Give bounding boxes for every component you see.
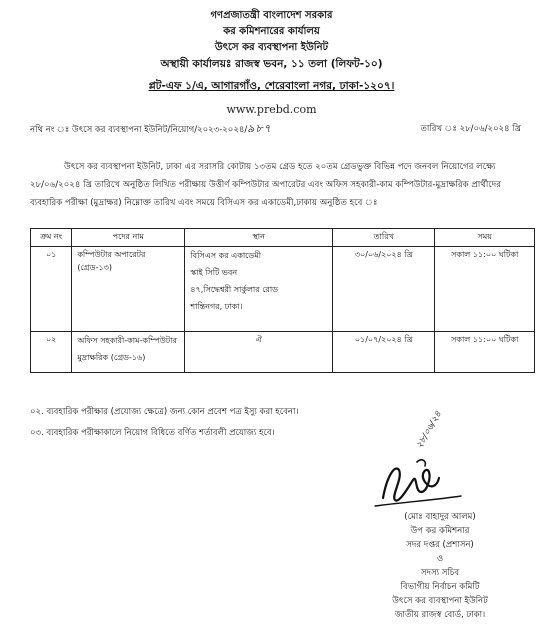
memo-handwritten-number: ৯৮৭ <box>247 122 272 135</box>
post-line: মুদ্রাক্ষরিক (গ্রেড-১৬) <box>77 353 146 362</box>
cell-post <box>72 332 185 373</box>
memo-date: তারিখ ঃ ২৮/০৬/২০২৪ খ্রি <box>420 124 521 134</box>
signatory-title: উপ কর কমিশনার <box>410 526 470 536</box>
cell-date: ৩০/০৬/২০২৪ খ্রি <box>333 247 435 332</box>
note-admit-card: ০২. ব্যবহারিক পরীক্ষার (প্রযোজ্য ক্ষেত্রে) জন্য কোন প্রবেশ পত্র ইস্যু করা হবেনা। <box>30 407 299 417</box>
col-post: পদের নাম <box>72 229 185 247</box>
signatory-committee: বিভাগীয় নির্বাচন কমিটি <box>400 582 480 592</box>
col-venue: স্থান <box>185 229 333 247</box>
venue-line: স্কাই সিটি ভবন <box>190 268 238 277</box>
cell-time: সকাল ১১:০০ ঘটিকা <box>435 247 535 332</box>
col-time: সময় <box>435 229 535 247</box>
schedule-table <box>30 228 535 373</box>
cell-post: কম্পিউটার অপারেটর (গ্রেড-১৩) <box>72 247 185 332</box>
memo-prefix: নথি নং ঃ উৎসে কর ব্যবস্থাপনা ইউনিট/নিয়োগ/২০২৩-২০২৪/ <box>30 125 248 135</box>
cell-venue <box>185 247 333 332</box>
watermark-url: www.prebd.com <box>226 103 317 116</box>
venue-line: ৪৭,সিদ্ধেশ্বরী সার্কুলার রোড <box>190 285 279 294</box>
table-header-row <box>31 229 535 247</box>
signatory-unit: উৎসে কর ব্যবস্থাপনা ইউনিট <box>392 596 488 606</box>
post-line: অফিস সহকারী-কাম-কম্পিউটার <box>77 336 177 345</box>
table-row <box>31 332 535 373</box>
header-temp-office: অস্থায়ী কার্যালয়ঃ রাজস্ব ভবন, ১১ তলা (লিফট-১০) <box>160 58 383 70</box>
signature-scribble-icon <box>365 456 495 514</box>
header-unit: উৎসে কর ব্যবস্থাপনা ইউনিট <box>214 42 329 53</box>
signatory-board: জাতীয় রাজস্ব বোর্ড, ঢাকা। <box>394 610 486 620</box>
col-date: তারিখ <box>333 229 435 247</box>
header-government: গণপ্রজাতন্ত্রী বাংলাদেশ সরকার <box>210 10 333 21</box>
header-office: কর কমিশনারের কার্যালয় <box>223 26 320 37</box>
signatory-conjunction: ও <box>436 554 444 564</box>
cell-venue: ঐ <box>185 332 333 373</box>
note-conditions: ০৩. ব্যবহারিক পরীক্ষাকালে নিয়োগ বিধিতে বর্ণিত শর্তাবলী প্রযোজ্য হবে। <box>30 428 275 438</box>
cell-serial: ০২ <box>31 332 72 373</box>
handwritten-signature <box>365 456 495 514</box>
body-paragraph: উৎসে কর ব্যবস্থাপনা ইউনিট, ঢাকা এর সরাসরি কোটায় ১৩তম গ্রেড হতে ২০তম গ্রেডভুক্ত বিভিন্ন পদে জনবল নিয়োগের লক্ষ্যে ২৮/০৬/২০২৪ খ্রি তারিখে অনুষ্ঠিত লিখিত পরীক্ষায় উত্তীর্ণ কম্পিউটার অপারেটর এবং অফিস সহকারী-কাম কম্পিউটার-মুদ্রাক্ষরিক প্রার্থীদের ব্যবহারিক পরীক্ষা (মুদ্রাক্ষর) নিম্নোক্ত তারিখ এবং সময়ে বিসিএস কর একাডেমী,ঢাকায় অনুষ্ঠিত হবে ঃ <box>30 162 501 208</box>
cell-time: সকাল ১১:০০ ঘটিকা <box>435 332 535 373</box>
signatory-role: সদস্য সচিব <box>420 568 460 578</box>
table-row <box>31 247 535 332</box>
signatory-office: সদর দপ্তর (প্রশাসন) <box>406 540 474 550</box>
memo-number <box>30 120 272 139</box>
signature-date: ২৮/০৬/২৪ <box>414 409 445 451</box>
cell-serial: ০১ <box>31 247 72 332</box>
signatory-name: (মোঃ বাহাদুর আলম) <box>404 512 476 522</box>
col-serial: ক্রম নং <box>31 229 72 247</box>
cell-date: ০১/০৭/২০২৪ খ্রি <box>333 332 435 373</box>
venue-line: শান্তিনগর, ঢাকা। <box>190 302 243 311</box>
venue-line: বিসিএস কর একাডেমী <box>190 251 261 260</box>
header-address: প্লট-এফ ১/এ, আগারগাঁও, শেরেবাংলা নগর, ঢাকা-১২০৭। <box>148 80 395 92</box>
